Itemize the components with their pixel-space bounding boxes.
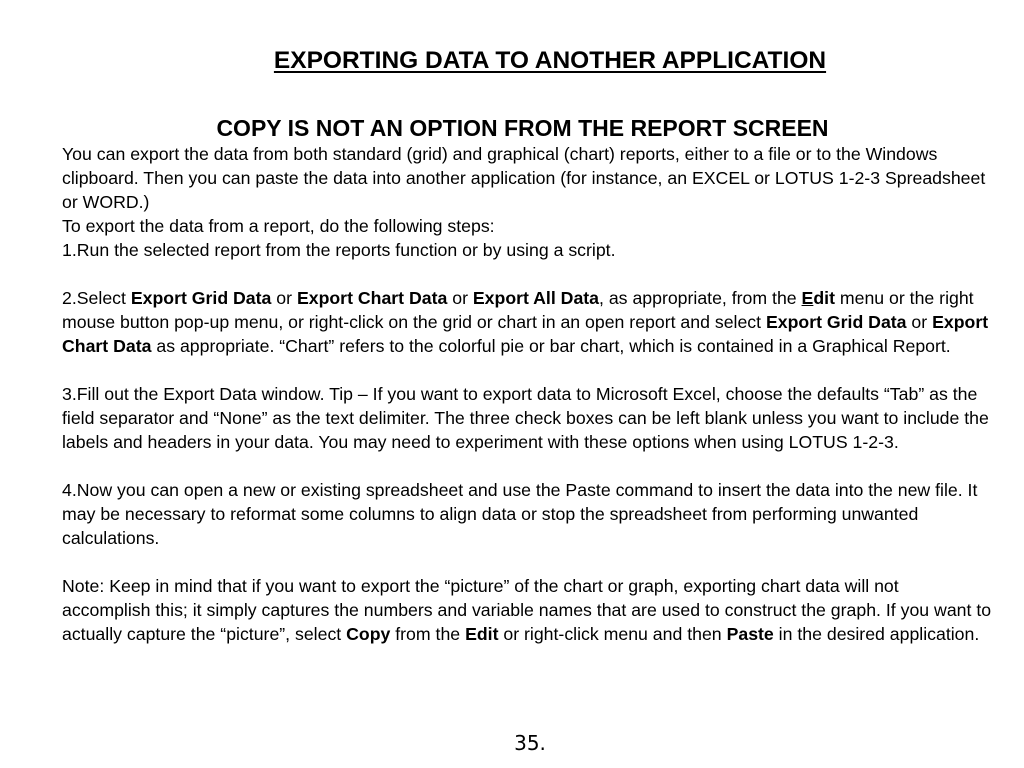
edit-menu-label [802, 288, 835, 308]
export-grid-data-label: Export Grid Data [130, 288, 272, 308]
page-title: EXPORTING DATA TO ANOTHER APPLICATION [273, 47, 827, 74]
step-2 [62, 286, 992, 358]
intro-paragraph: You can export the data from both standard (grid) and graphical (chart) reports, either to a file or to the Windows clipboard. Then you can paste the data into another application (for instance, an EXCEL or LOTUS 1-2-3 Spreadsheet or WORD.) [62, 144, 986, 212]
export-grid-data-label: Export Grid Data [765, 312, 907, 332]
paste-command-label: Paste [726, 624, 774, 644]
step-2-text: , as appropriate, from the [599, 288, 802, 308]
step-2-text: or [447, 288, 473, 308]
note-text: in the desired application. [773, 624, 980, 644]
paragraph-gap [62, 262, 992, 286]
step-2-text: 2.Select [62, 288, 131, 308]
edit-menu-label: Edit [465, 624, 499, 644]
note-text: from the [390, 624, 466, 644]
page-number: 35. [514, 731, 546, 755]
copy-command-label: Copy [346, 624, 391, 644]
page-subtitle: COPY IS NOT AN OPTION FROM THE REPORT SCREEN [216, 115, 829, 141]
step-2-text: menu or the right mouse button pop-up menu, or right-click on the grid or chart in an open report and select [62, 288, 974, 332]
paragraph-gap [62, 550, 992, 574]
edit-menu-hotkey: E [801, 288, 814, 308]
edit-menu-label-rest: dit [813, 288, 835, 308]
note-paragraph [62, 574, 992, 646]
note-text: or right-click menu and then [498, 624, 727, 644]
export-all-data-label: Export All Data [472, 288, 600, 308]
body-text [62, 142, 992, 646]
step-3: 3.Fill out the Export Data window. Tip – If you want to export data to Microsoft Excel, choose the defaults “Tab” as the field separator and “None” as the text delimiter. The three check boxes can be left blank unless you want to include the labels and headers in your data. You may need to experiment with these options when using LOTUS 1-2-3. [62, 384, 989, 452]
note-text: Note: Keep in mind that if you want to export the “picture” of the chart or graph, exporting chart data will not accomplish this; it simply captures the numbers and variable names that are used to construct the graph. If you want to actually capture the “picture”, select [62, 576, 992, 644]
export-chart-data-label: Export Chart Data [62, 312, 989, 356]
paragraph-gap [62, 358, 992, 382]
export-chart-data-label: Export Chart Data [296, 288, 448, 308]
paragraph-gap [62, 454, 992, 478]
step-2-text: or [906, 312, 933, 332]
step-1: 1.Run the selected report from the reports function or by using a script. [62, 240, 616, 260]
step-2-text: as appropriate. “Chart” refers to the colorful pie or bar chart, which is contained in a Graphical Report. [151, 336, 951, 356]
steps-intro: To export the data from a report, do the following steps: [62, 216, 495, 236]
step-4: 4.Now you can open a new or existing spreadsheet and use the Paste command to insert the data into the new file. It may be necessary to reformat some columns to align data or stop the spreadsheet from performing unwanted calculations. [62, 480, 978, 548]
step-2-text: or [271, 288, 297, 308]
